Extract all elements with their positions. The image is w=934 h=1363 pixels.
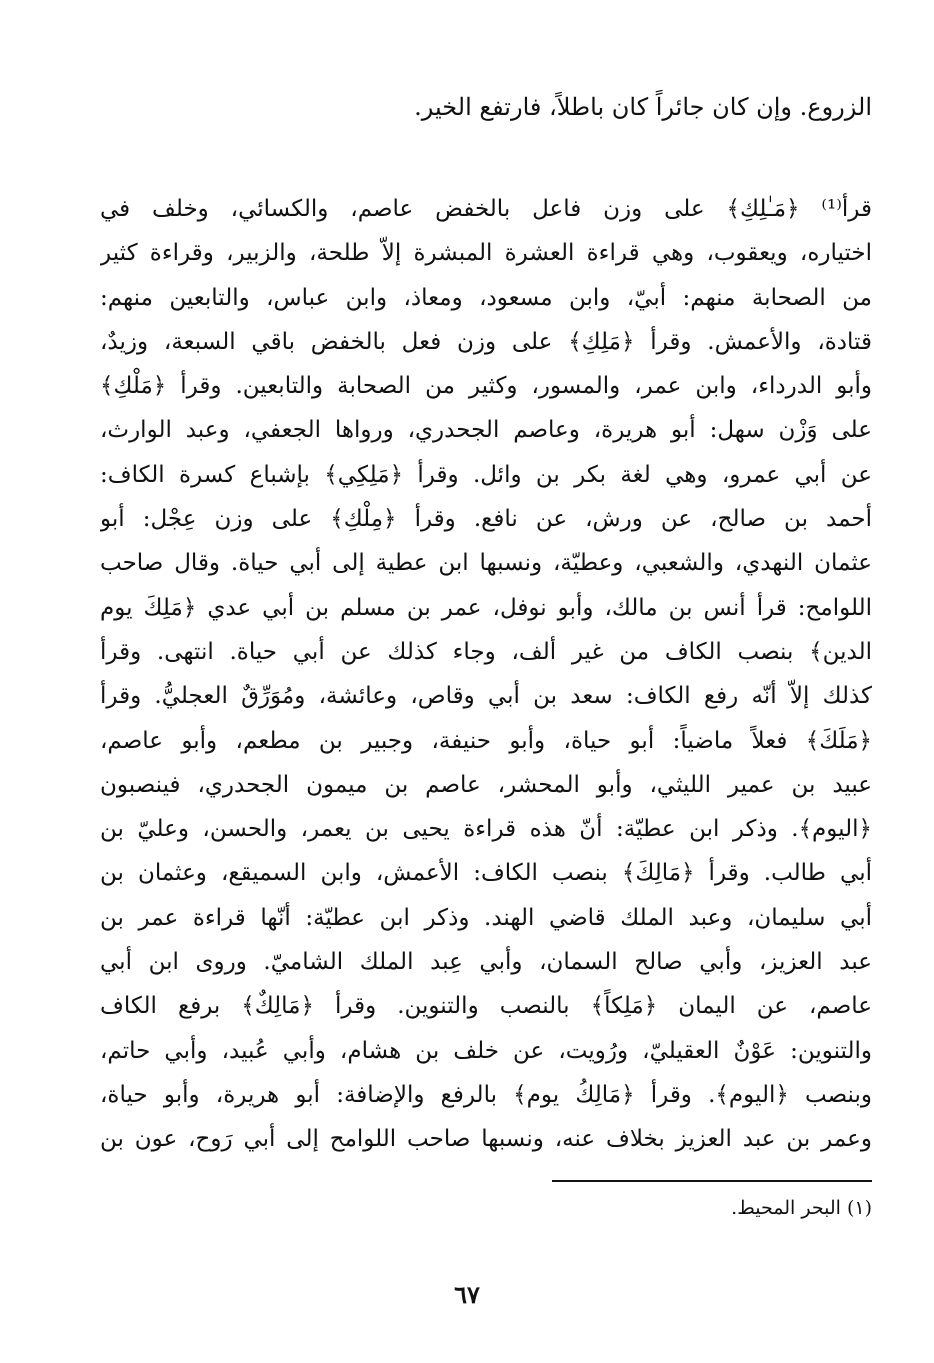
text-line: عبد العزيز، وأبي صالح السمان، وأبي عِبد الملك الشاميّ. وروى ابن أبي bbox=[100, 949, 872, 976]
text-line: كذلك إلاّ أنّه رفع الكاف: سعد بن أبي وقاص، وعائشة، ومُوَرِّقٌ العجليُّ. وقرأ bbox=[100, 683, 872, 710]
text-line: أحمد بن صالح، عن ورش، عن نافع. وقرأ ﴿مِلْكِ﴾ على وزن عِجْل: أبو bbox=[100, 506, 872, 533]
carried-over-line: الزروع. وإن كان جائراً كان باطلاً، فارتفع الخير. bbox=[414, 93, 872, 121]
footnote-divider bbox=[552, 1180, 872, 1182]
footnote-marker: (١) bbox=[846, 1197, 872, 1219]
footnote-text: البحر المحيط. bbox=[731, 1197, 841, 1219]
page-number: ٦٧ bbox=[454, 1280, 480, 1309]
text-line: قتادة، والأعمش. وقرأ ﴿مَلِكِ﴾ على وزن فعل بالخفض باقي السبعة، وزيدٌ، bbox=[100, 328, 872, 355]
text-line: وأبو الدرداء، وابن عمر، والمسور، وكثير من الصحابة والتابعين. وقرأ ﴿مَلْكِ﴾ bbox=[100, 373, 872, 400]
text-line: أبي سليمان، وعبد الملك قاضي الهند. وذكر ابن عطيّة: أنّها قراءة عمر بن bbox=[100, 904, 872, 931]
text-line: الدين﴾ بنصب الكاف من غير ألف، وجاء كذلك عن أبي حياة. انتهى. وقرأ bbox=[100, 638, 872, 665]
text-line: والتنوين: عَوْنٌ العقيليّ، ورُويت، عن خلف بن هشام، وأبي عُبيد، وأبي حاتم، bbox=[100, 1037, 872, 1064]
text-line: وعمر بن عبد العزيز بخلاف عنه، ونسبها صاحب اللوامح إلى أبي رَوح، عون بن bbox=[100, 1126, 872, 1153]
text-line: عن أبي عمرو، وهي لغة بكر بن وائل. وقرأ ﴿مَلِكِي﴾ بإشباع كسرة الكاف: bbox=[100, 461, 872, 488]
text-line: اختياره، ويعقوب، وهي قراءة العشرة المبشرة إلاّ طلحة، والزبير، وقراءة كثير bbox=[100, 240, 872, 267]
text-line: من الصحابة منهم: أبيّ، وابن مسعود، ومعاذ، وابن عباس، والتابعين منهم: bbox=[100, 284, 872, 311]
text-line: قرأ⁽¹⁾ ﴿مَـٰلِكِ﴾ على وزن فاعل بالخفض عاصم، والكسائي، وخلف في bbox=[100, 196, 872, 222]
text-line: على وَزْن سهل: أبو هريرة، وعاصم الجحدري، ورواها الجعفي، وعبد الوارث، bbox=[100, 417, 872, 444]
text-line: ﴿اليوم﴾. وذكر ابن عطيّة: أنّ هذه قراءة يحيى بن يعمر، والحسن، وعليّ بن bbox=[100, 816, 872, 843]
text-line: عبيد بن عمير الليثي، وأبو المحشر، عاصم بن ميمون الجحدري، فينصبون bbox=[100, 771, 872, 798]
text-line: عثمان النهدي، والشعبي، وعطيّة، ونسبها ابن عطية إلى أبي حياة. وقال صاحب bbox=[100, 550, 872, 577]
text-line: وبنصب ﴿اليوم﴾. وقرأ ﴿مَالِكُ يوم﴾ بالرفع والإضافة: أبو هريرة، وأبو حياة، bbox=[100, 1081, 872, 1108]
text-line: ﴿مَلَكَ﴾ فعلاً ماضياً: أبو حياة، وأبو حنيفة، وجبير بن مطعم، وأبو عاصم، bbox=[100, 727, 872, 754]
text-line: عاصم، عن اليمان ﴿مَلِكاً﴾ بالنصب والتنوين. وقرأ ﴿مَالِكٌ﴾ برفع الكاف bbox=[100, 993, 872, 1020]
text-line: اللوامح: قرأ أنس بن مالك، وأبو نوفل، عمر بن مسلم بن أبي عدي ﴿مَلِكَ يوم bbox=[100, 594, 872, 621]
main-text-block bbox=[100, 187, 872, 1162]
footnote bbox=[272, 1193, 872, 1223]
text-line: أبي طالب. وقرأ ﴿مَالِكَ﴾ بنصب الكاف: الأعمش، وابن السميقع، وعثمان بن bbox=[100, 860, 872, 887]
